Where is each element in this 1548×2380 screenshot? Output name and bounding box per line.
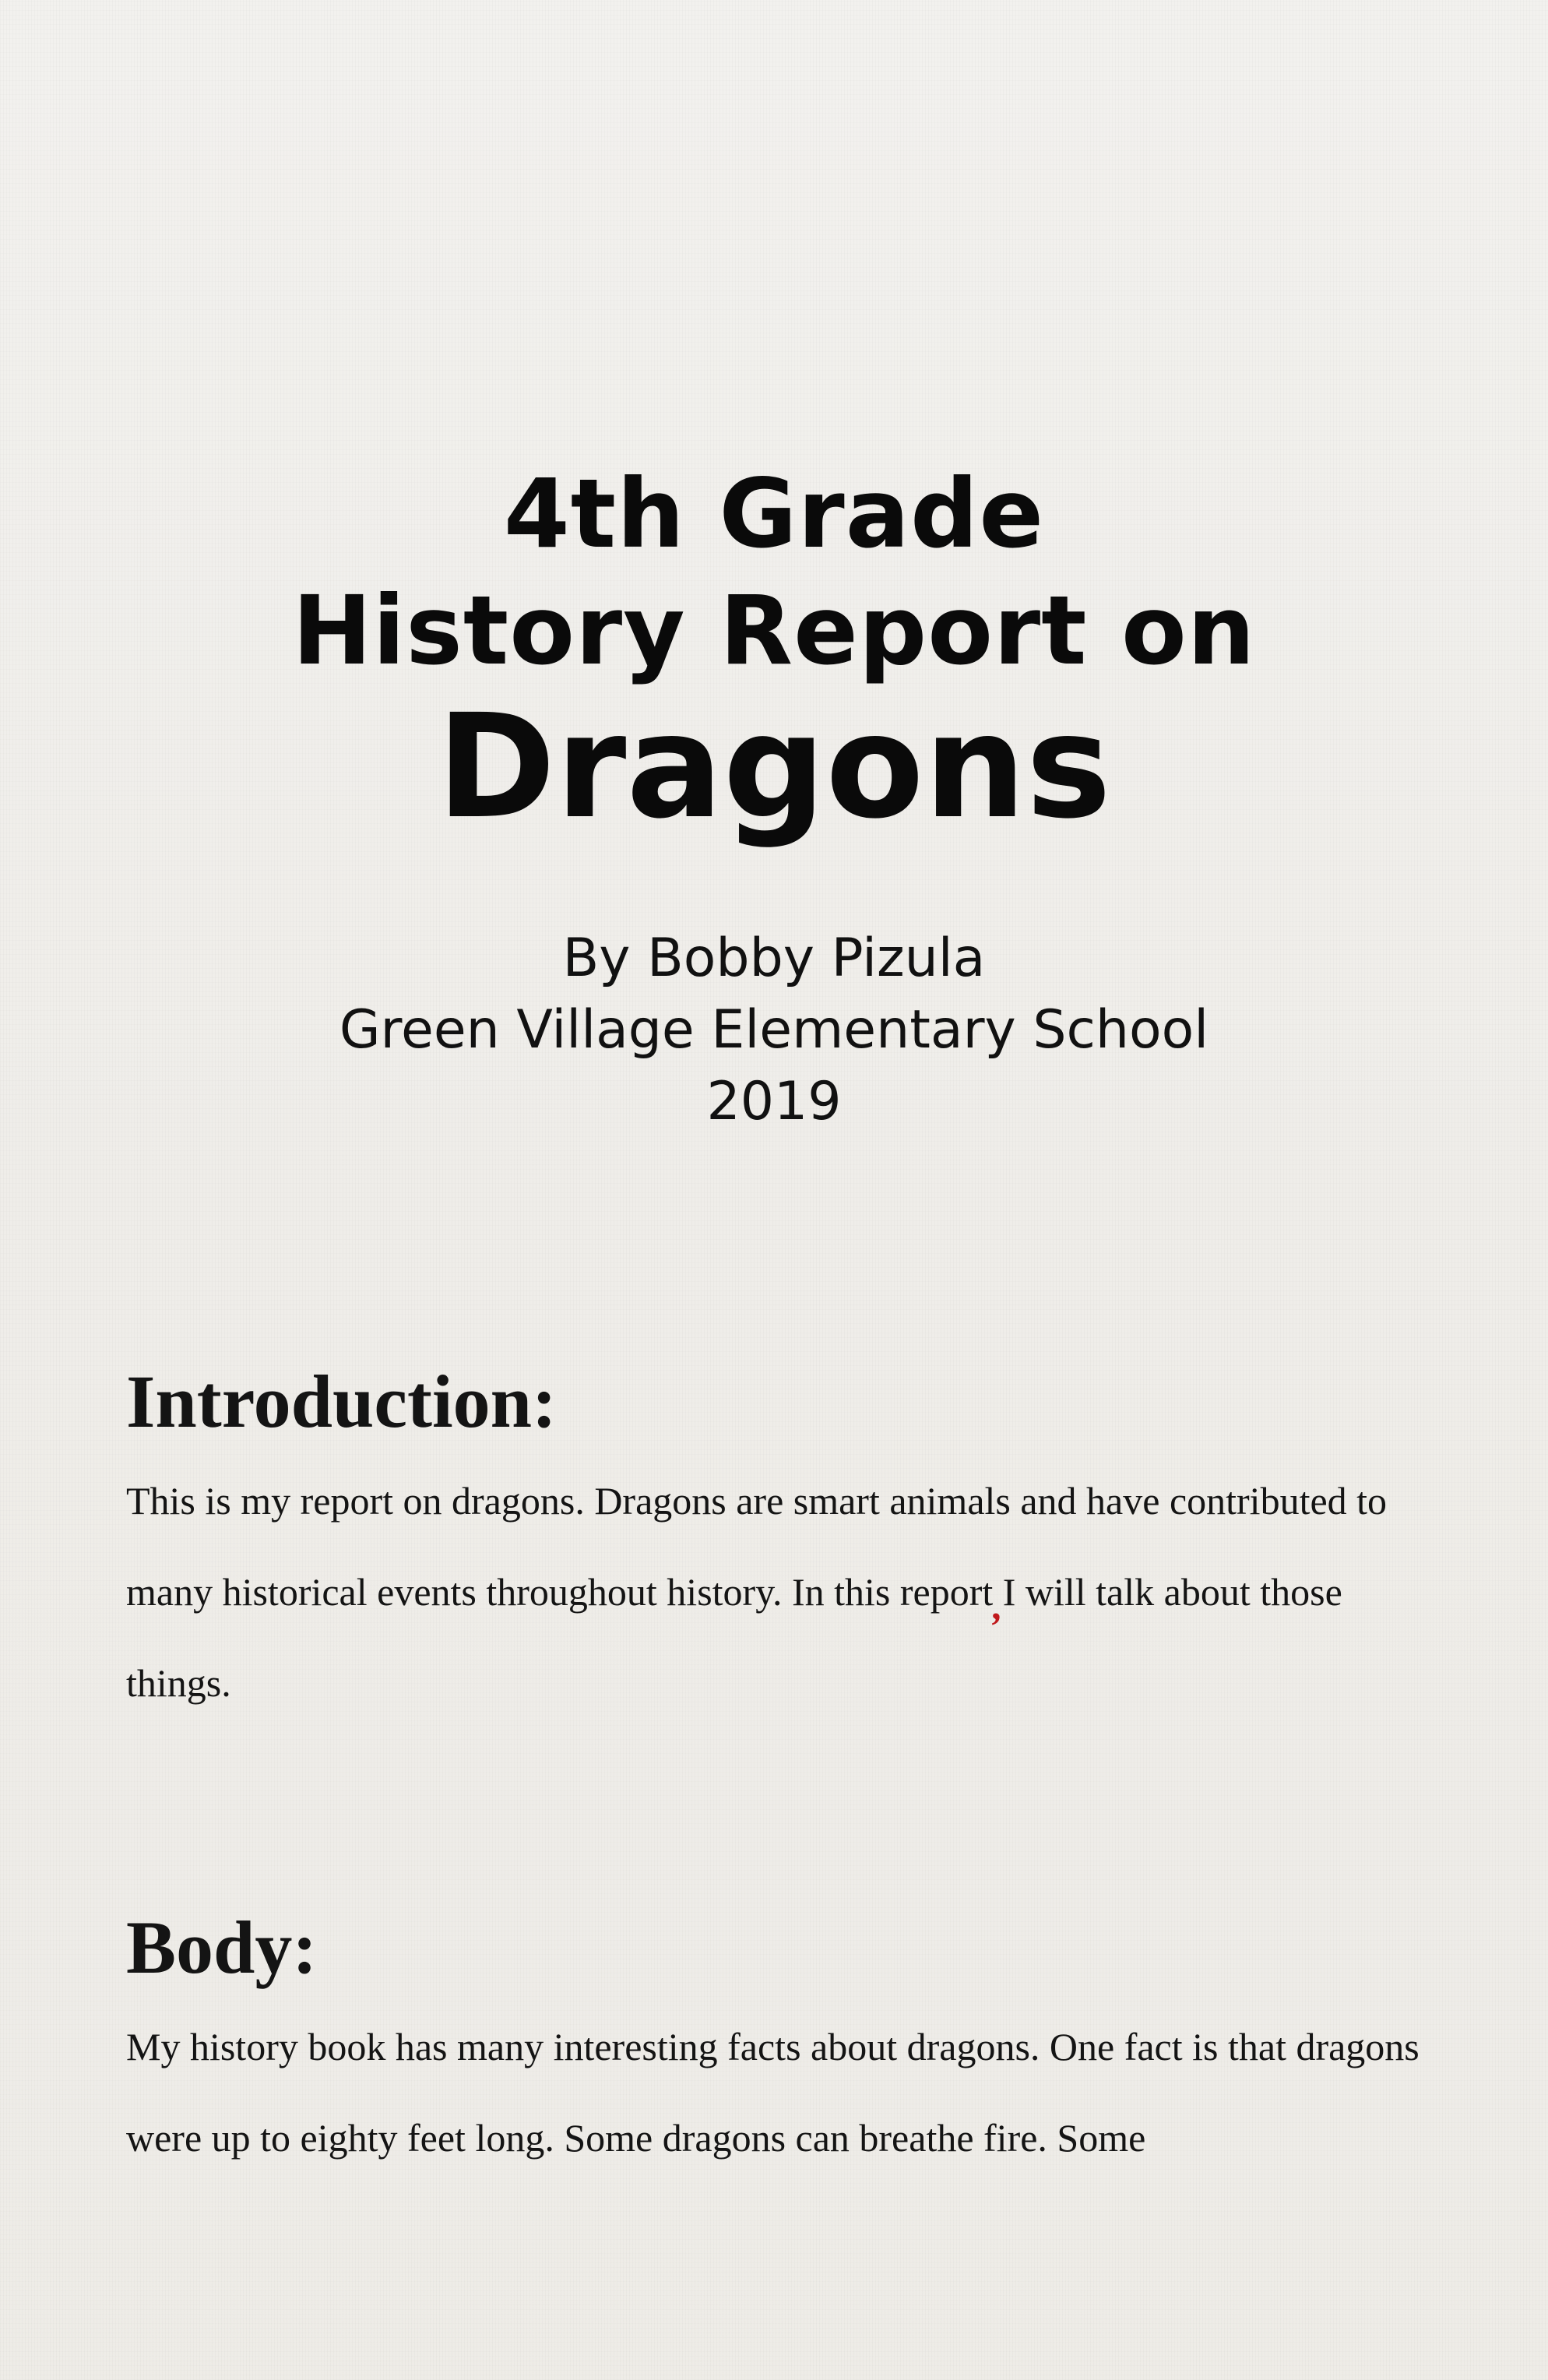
introduction-text-start: This is my report on dragons. Dragons are smart animals and have contributed to many historical events throughout history. In this report xyxy=(126,1479,1388,1614)
introduction-text-end: I will talk about those things. xyxy=(126,1570,1342,1705)
school-name: Green Village Elementary School xyxy=(339,999,1209,1061)
title-grade: 4th Grade xyxy=(503,459,1045,569)
body-heading: Body: xyxy=(126,1906,318,1989)
report-year: 2019 xyxy=(706,1071,842,1132)
author-name: By Bobby Pizula xyxy=(562,928,986,989)
body-section xyxy=(126,1905,1434,2184)
teacher-correction-comma: , xyxy=(993,1584,1003,1628)
body-paragraph: My history book has many interesting facts about dragons. One fact is that dragons were up to eighty feet long. Some dragons can breathe fire. Some xyxy=(126,2025,1420,2160)
byline xyxy=(0,923,1548,1138)
introduction-heading: Introduction: xyxy=(126,1360,557,1443)
title-topic: Dragons xyxy=(436,684,1112,850)
title-subject: History Report on xyxy=(292,576,1256,686)
report-title xyxy=(0,456,1548,850)
introduction-section xyxy=(126,1359,1434,1729)
introduction-paragraph xyxy=(126,1456,1434,1729)
